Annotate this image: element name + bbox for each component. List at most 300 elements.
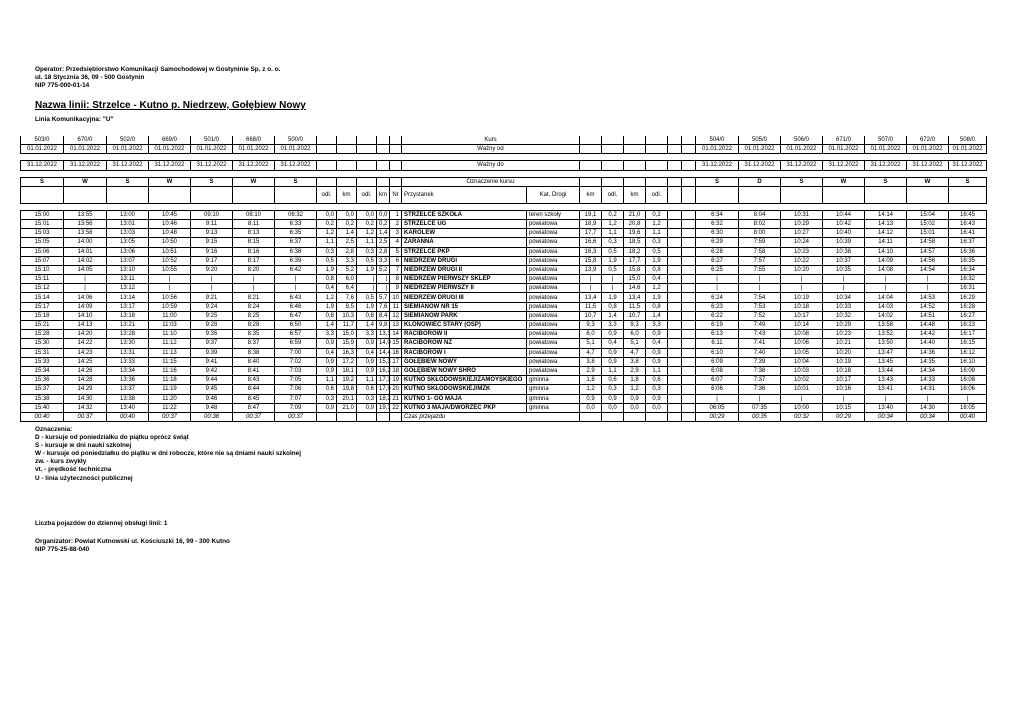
table-row [21, 366, 987, 375]
departure-time: 16:45 [949, 210, 987, 219]
departure-time: 10:00 [781, 403, 823, 412]
empty-cell [357, 161, 377, 170]
course-mark-label: Oznaczenie kursu [402, 177, 580, 186]
distance-km: 1,8 [624, 376, 646, 385]
departure-time: 15:34 [21, 366, 64, 375]
empty-cell [865, 186, 907, 203]
stop-number: 17 [390, 357, 402, 366]
spacer-cell [377, 170, 390, 177]
departure-time: 14:29 [64, 385, 107, 394]
departure-time: 11:00 [149, 311, 191, 320]
departure-time: 10:39 [823, 238, 865, 247]
departure-time: | [739, 284, 781, 293]
departure-time: 14:13 [64, 321, 107, 330]
legend-item: D - kursuje od poniedziałku do piątku oprócz świąt [35, 434, 189, 442]
table-row [21, 394, 987, 403]
empty-cell [64, 186, 107, 203]
empty-cell [191, 186, 233, 203]
spacer-cell [624, 170, 646, 177]
spacer-cell [739, 154, 781, 161]
spacer-cell [907, 203, 949, 210]
empty-cell [390, 177, 402, 186]
spacer-row [21, 203, 987, 210]
travel-time: 00:40 [949, 412, 987, 421]
empty-cell [682, 394, 696, 403]
spacer-cell [865, 154, 907, 161]
spacer-cell [739, 170, 781, 177]
empty-cell [668, 311, 682, 320]
empty-cell [624, 161, 646, 170]
empty-cell [317, 161, 337, 170]
departure-time: | [781, 394, 823, 403]
empty-cell [646, 136, 668, 145]
spacer-cell [949, 154, 987, 161]
distance-odl: 0,3 [602, 238, 624, 247]
departure-time: 13:01 [107, 219, 149, 228]
departure-time: 13:30 [107, 339, 149, 348]
road-category: teren szkoły [527, 210, 580, 219]
spacer-cell [275, 154, 317, 161]
stop-number: 9 [390, 284, 402, 293]
road-category: powiatowa [527, 311, 580, 320]
distance-odl: 0,3 [317, 394, 337, 403]
departure-time: | [739, 394, 781, 403]
departure-time: 14:40 [907, 339, 949, 348]
spacer-cell [317, 154, 337, 161]
road-category: powiatowa [527, 357, 580, 366]
departure-time: 14:34 [907, 366, 949, 375]
departure-time: 6:39 [275, 256, 317, 265]
empty-cell [337, 136, 357, 145]
stop-name: GOŁĘBIEW NOWY [402, 357, 527, 366]
empty-cell [668, 256, 682, 265]
stop-number: 7 [390, 265, 402, 274]
course-number: 500/0 [275, 136, 317, 145]
table-row [21, 238, 987, 247]
travel-time: 00:29 [696, 412, 739, 421]
distance-odl: 0,5 [317, 256, 337, 265]
empty-cell [668, 210, 682, 219]
departure-time: 13:52 [865, 330, 907, 339]
departure-time: 10:14 [781, 321, 823, 330]
stop-number: 2 [390, 219, 402, 228]
table-row [21, 311, 987, 320]
table-row [21, 265, 987, 274]
departure-time: | [739, 275, 781, 284]
empty-cell [682, 330, 696, 339]
spacer-cell [682, 170, 696, 177]
course-mark-row [21, 177, 987, 186]
spacer-cell [580, 170, 602, 177]
departure-time: 15:21 [21, 321, 64, 330]
departure-time: 8:11 [233, 219, 275, 228]
operator-info [35, 66, 280, 90]
distance-odl: 1,2 [646, 284, 668, 293]
departure-time: 9:28 [191, 321, 233, 330]
departure-time: 10:27 [781, 229, 823, 238]
valid-from-date: 01.01.2022 [149, 145, 191, 154]
departure-time: 9:25 [191, 311, 233, 320]
empty-cell [668, 403, 682, 412]
stop-name: KUTNO SKŁODOWSKIEJ/ZAMOYSKIEGO [402, 376, 527, 385]
stop-name: STRZELCE UG [402, 219, 527, 228]
distance-odl: 0,2 [317, 219, 337, 228]
departure-time: | [64, 275, 107, 284]
departure-time: | [696, 394, 739, 403]
distance-km: 1,4 [337, 229, 357, 238]
spacer-cell [865, 203, 907, 210]
departure-time: 9:46 [191, 394, 233, 403]
stop-name: KUTNO SKŁODOWSKIEJ/MZK [402, 385, 527, 394]
distance-odl: 1,2 [317, 229, 337, 238]
valid-to-date: 31.12.2022 [107, 161, 149, 170]
departure-time: 6:07 [696, 376, 739, 385]
departure-time: 15:31 [21, 348, 64, 357]
departure-time: 13:05 [107, 238, 149, 247]
departure-time: 14:48 [907, 321, 949, 330]
stop-name: NIEDRZEW DRUGI II [402, 265, 527, 274]
empty-cell [682, 339, 696, 348]
course-number: 506/0 [781, 136, 823, 145]
departure-time: 16:29 [949, 293, 987, 302]
course-mark: D [739, 177, 781, 186]
table-row [21, 357, 987, 366]
spacer-cell [357, 154, 377, 161]
departure-time: | [696, 284, 739, 293]
distance-km: 0,0 [377, 210, 390, 219]
departure-time: 9:39 [191, 348, 233, 357]
departure-time: 13:31 [107, 348, 149, 357]
stop-name: STRZELCE SZKOŁA [402, 210, 527, 219]
empty-cell [646, 177, 668, 186]
distance-km: 9,5 [337, 302, 357, 311]
departure-time: 11:20 [149, 394, 191, 403]
departure-time: 13:37 [107, 385, 149, 394]
distance-km: 6,4 [337, 284, 357, 293]
spacer-cell [64, 170, 107, 177]
spacer-cell [682, 203, 696, 210]
distance-km: 10,7 [580, 311, 602, 320]
distance-odl: 0,0 [357, 210, 377, 219]
valid-to-label: Ważny do [402, 161, 580, 170]
departure-time: | [949, 394, 987, 403]
departure-time: 10:18 [823, 366, 865, 375]
departure-time: 10:46 [149, 219, 191, 228]
departure-time: 10:40 [823, 229, 865, 238]
empty-cell [602, 412, 624, 421]
distance-km: 15,8 [624, 265, 646, 274]
departure-time: 7:59 [739, 238, 781, 247]
distance-odl: 0,9 [357, 366, 377, 375]
departure-time: 14:53 [907, 293, 949, 302]
valid-from-date: 01.01.2022 [865, 145, 907, 154]
empty-cell [377, 145, 390, 154]
timetable [20, 136, 987, 422]
departure-time: 6:28 [696, 247, 739, 256]
valid-from-date: 01.01.2022 [64, 145, 107, 154]
empty-cell [357, 145, 377, 154]
distance-odl: 1,2 [317, 293, 337, 302]
distance-odl: 0,5 [357, 293, 377, 302]
travel-time: 00:37 [64, 412, 107, 421]
course-mark: W [823, 177, 865, 186]
departure-time: 15:40 [21, 403, 64, 412]
empty-cell [682, 219, 696, 228]
empty-cell [696, 186, 739, 203]
valid-from-date: 01.01.2022 [823, 145, 865, 154]
departure-time: 13:40 [865, 403, 907, 412]
course-number: 501/0 [191, 136, 233, 145]
spacer-cell [233, 203, 275, 210]
departure-time: 10:29 [781, 219, 823, 228]
departure-time: 15:10 [21, 265, 64, 274]
travel-time: 00:34 [907, 412, 949, 421]
organizer-nip: NIP 775-25-88-040 [35, 546, 90, 553]
departure-time: 16:12 [949, 348, 987, 357]
empty-cell [682, 177, 696, 186]
departure-time: 13:40 [107, 403, 149, 412]
departure-time: 6:46 [275, 302, 317, 311]
spacer-cell [377, 203, 390, 210]
departure-time: 7:36 [739, 385, 781, 394]
departure-time: 13:33 [107, 357, 149, 366]
departure-time: | [275, 284, 317, 293]
distance-odl: 0,9 [357, 403, 377, 412]
travel-time-row [21, 412, 987, 421]
spacer-cell [602, 154, 624, 161]
departure-time: 6:22 [696, 311, 739, 320]
departure-time: 7:55 [739, 265, 781, 274]
departure-time: 8:02 [739, 219, 781, 228]
distance-odl: 0,5 [602, 265, 624, 274]
distance-odl: | [602, 275, 624, 284]
table-row [21, 210, 987, 219]
distance-odl: 0,3 [602, 385, 624, 394]
col-odl: odl. [602, 186, 624, 203]
spacer-cell [646, 203, 668, 210]
departure-time: 9:11 [191, 219, 233, 228]
departure-time: | [781, 275, 823, 284]
departure-time: 15:14 [21, 293, 64, 302]
empty-cell [682, 403, 696, 412]
stop-number: 20 [390, 385, 402, 394]
distance-odl: 1,1 [357, 238, 377, 247]
stop-name: NIEDRZEW PIERWSZY II [402, 284, 527, 293]
empty-cell [682, 136, 696, 145]
organizer-name: Organizator: Powiat Kutnowski ul. Kościuszki 16, 99 - 300 Kutno [35, 538, 230, 545]
distance-odl: 0,8 [317, 311, 337, 320]
departure-time: 13:03 [107, 229, 149, 238]
kurs-label: Kurs [402, 136, 580, 145]
departure-time: 8:13 [233, 229, 275, 238]
distance-km: 14,6 [624, 284, 646, 293]
stop-name: RACIBORÓW II [402, 330, 527, 339]
spacer-cell [646, 170, 668, 177]
road-category: powiatowa [527, 247, 580, 256]
distance-km: 7,6 [337, 293, 357, 302]
departure-time: 14:06 [64, 293, 107, 302]
stop-name: RACIBORÓW I [402, 348, 527, 357]
empty-cell [949, 186, 987, 203]
departure-time: 6:37 [275, 238, 317, 247]
empty-cell [682, 284, 696, 293]
departure-time: 8:43 [233, 376, 275, 385]
departure-time: 16:06 [949, 385, 987, 394]
departure-time: 14:51 [907, 311, 949, 320]
empty-cell [668, 229, 682, 238]
departure-time: 6:19 [696, 321, 739, 330]
road-category: gminna [527, 394, 580, 403]
empty-cell [357, 177, 377, 186]
travel-time: 00:34 [865, 412, 907, 421]
departure-time: 13:56 [64, 219, 107, 228]
stop-number: 6 [390, 256, 402, 265]
empty-cell [149, 186, 191, 203]
empty-cell [390, 145, 402, 154]
departure-time: 8:47 [233, 403, 275, 412]
stop-name: RACIBORÓW NŻ [402, 339, 527, 348]
distance-odl: 3,3 [317, 330, 337, 339]
stop-name: STRZELCE PKP [402, 247, 527, 256]
line-title: Nazwa linii: Strzelce - Kutno p. Niedrzew, Gołębiew Nowy [35, 100, 306, 111]
distance-km: 7,6 [377, 302, 390, 311]
departure-time: 9:35 [191, 330, 233, 339]
departure-time: 9:24 [191, 302, 233, 311]
departure-time: 16:34 [949, 265, 987, 274]
departure-time: 10:05 [781, 348, 823, 357]
valid-from-row [21, 145, 987, 154]
distance-odl: 0,9 [317, 339, 337, 348]
distance-odl: 1,9 [317, 265, 337, 274]
departure-time: 13:14 [107, 293, 149, 302]
distance-km: 13,9 [580, 265, 602, 274]
valid-from-date: 01.01.2022 [21, 145, 64, 154]
operator-name: Operator: Przedsiębiorstwo Komunikacji Samochodowej w Gostyninie Sp. z o. o. [35, 66, 281, 73]
valid-to-date: 31.12.2022 [233, 161, 275, 170]
distance-km: 5,2 [337, 265, 357, 274]
departure-time: 6:24 [696, 293, 739, 302]
departure-time: | [233, 275, 275, 284]
valid-from-label: Ważny od [402, 145, 580, 154]
empty-cell [337, 145, 357, 154]
spacer-cell [149, 154, 191, 161]
spacer-cell [907, 170, 949, 177]
empty-cell [668, 376, 682, 385]
departure-time: 10:01 [781, 385, 823, 394]
empty-cell [682, 229, 696, 238]
departure-time: 10:03 [781, 366, 823, 375]
stop-number: 21 [390, 394, 402, 403]
road-category: gminna [527, 385, 580, 394]
course-number: 503/0 [21, 136, 64, 145]
departure-time: 10:18 [781, 302, 823, 311]
distance-km: 1,2 [580, 385, 602, 394]
empty-cell [624, 412, 646, 421]
departure-time: 10:56 [149, 293, 191, 302]
col-km: km [580, 186, 602, 203]
empty-cell [682, 265, 696, 274]
empty-cell [580, 145, 602, 154]
spacer-cell [390, 154, 402, 161]
departure-time: 6:50 [275, 321, 317, 330]
departure-time: 10:31 [781, 210, 823, 219]
valid-from-date: 01.01.2022 [949, 145, 987, 154]
departure-time: 6:33 [275, 219, 317, 228]
departure-time: 14:56 [907, 256, 949, 265]
empty-cell [682, 275, 696, 284]
distance-km: 5,7 [377, 293, 390, 302]
stop-name: KUTNO 1- GO MAJA [402, 394, 527, 403]
empty-cell [682, 321, 696, 330]
departure-time: 10:06 [781, 339, 823, 348]
distance-odl: 0,9 [646, 348, 668, 357]
table-row [21, 256, 987, 265]
distance-odl: 1,1 [317, 238, 337, 247]
distance-km: | [377, 275, 390, 284]
departure-time: 6:25 [696, 265, 739, 274]
distance-odl: 3,3 [602, 321, 624, 330]
departure-time: 10:23 [781, 247, 823, 256]
departure-time: 6:08 [696, 366, 739, 375]
table-row [21, 275, 987, 284]
empty-cell [682, 385, 696, 394]
departure-time: | [696, 275, 739, 284]
empty-cell [668, 348, 682, 357]
distance-km: 18,1 [337, 366, 357, 375]
table-row [21, 219, 987, 228]
departure-time: 13:55 [64, 210, 107, 219]
departure-time: 11:03 [149, 321, 191, 330]
distance-odl: 0,3 [646, 238, 668, 247]
road-category: powiatowa [527, 238, 580, 247]
distance-km: 4,7 [580, 348, 602, 357]
departure-time: 15:36 [21, 376, 64, 385]
organizer-info [35, 538, 230, 554]
empty-cell [668, 284, 682, 293]
valid-from-date: 01.01.2022 [107, 145, 149, 154]
empty-cell [337, 412, 357, 421]
departure-time: 14:14 [865, 210, 907, 219]
empty-cell [668, 357, 682, 366]
spacer-cell [21, 170, 64, 177]
departure-time: 13:28 [107, 330, 149, 339]
distance-odl: 1,2 [602, 219, 624, 228]
spacer-cell [823, 154, 865, 161]
departure-time: 13:12 [107, 284, 149, 293]
empty-cell [668, 302, 682, 311]
course-number: 507/0 [865, 136, 907, 145]
distance-km: 11,5 [580, 302, 602, 311]
departure-time: 10:50 [149, 238, 191, 247]
road-category: powiatowa [527, 293, 580, 302]
distance-km: 10,3 [337, 311, 357, 320]
road-category: powiatowa [527, 348, 580, 357]
departure-time: 6:59 [275, 339, 317, 348]
departure-time: 16:05 [949, 403, 987, 412]
road-category: powiatowa [527, 302, 580, 311]
departure-time: 7:06 [275, 385, 317, 394]
spacer-cell [275, 170, 317, 177]
departure-time: 8:16 [233, 247, 275, 256]
departure-time: 13:00 [107, 210, 149, 219]
departure-time: | [907, 275, 949, 284]
distance-km: 9,8 [377, 321, 390, 330]
empty-cell [682, 186, 696, 203]
distance-odl: | [602, 284, 624, 293]
empty-cell [682, 357, 696, 366]
spacer-cell [668, 170, 682, 177]
travel-time: 00:35 [739, 412, 781, 421]
